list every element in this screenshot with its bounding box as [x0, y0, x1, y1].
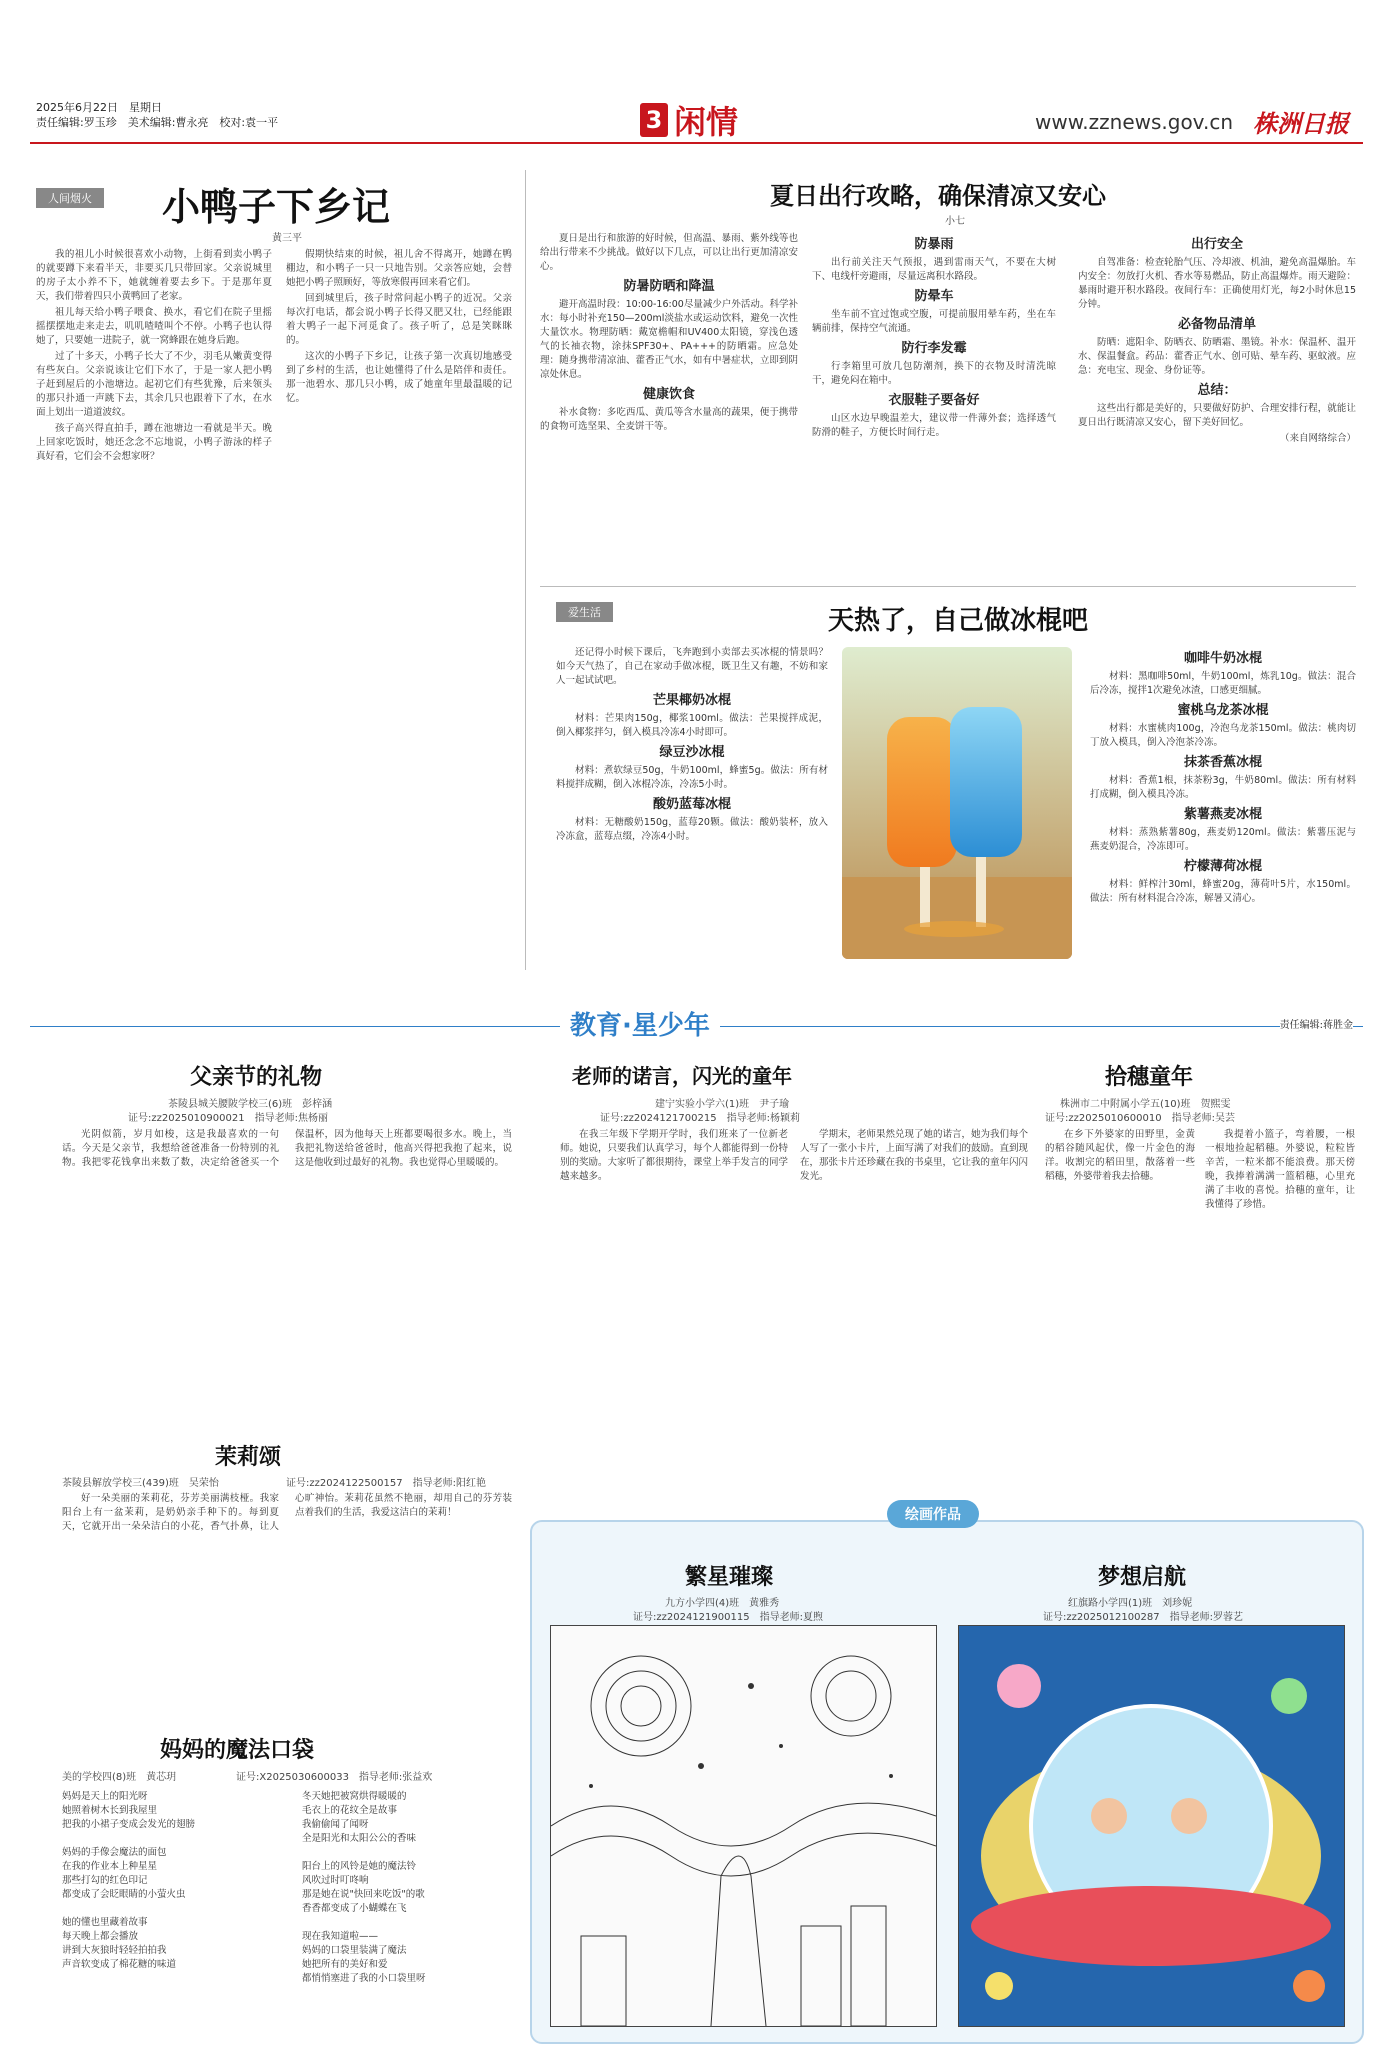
- father-text: [62, 1128, 512, 1428]
- editor-credits: 责任编辑:罗玉珍 美术编辑:曹永亮 校对:袁一平: [36, 116, 279, 129]
- popsicle-tag: 爱生活: [556, 602, 613, 622]
- car-heading: 防晕车: [914, 289, 954, 304]
- food-text: 补水食物：多吃西瓜、黄瓜等含水量高的蔬果，便于携带的食物可选坚果、全麦饼干等。: [540, 407, 798, 432]
- edu-editor: 责任编辑:蒋胜金: [1280, 1016, 1353, 1031]
- page-number: 3: [640, 103, 668, 137]
- summer-rule: [540, 586, 1356, 587]
- popsicle-col-2: [1090, 646, 1356, 986]
- poem-line: 那是她在说"快回来吃饭"的歌: [302, 1889, 425, 1900]
- poem-line: 声音软变成了棉花糖的味道: [62, 1959, 177, 1970]
- ducks-col-1: [36, 248, 272, 938]
- summer-col-2: [812, 232, 1056, 577]
- poem-line: [62, 1832, 292, 1846]
- poem-line: 冬天她把被窝烘得暖暖的: [302, 1791, 407, 1802]
- painting-1-title: 繁星璀璨: [685, 1564, 774, 1590]
- pocket-school: 美的学校四(8)班 黄芯玥: [62, 1772, 177, 1783]
- car-text: 坐车前不宜过饱或空腹，可提前服用晕车药，坐在车辆前排，保持空气流通。: [812, 309, 1056, 334]
- poem-line: [62, 1902, 292, 1916]
- recipe-5-heading: 蜜桃乌龙茶冰棍: [1177, 703, 1269, 718]
- pocket-title: 妈妈的魔法口袋: [160, 1737, 315, 1763]
- teacher-cert: 证号:zz2024121700215 指导老师:杨颖莉: [600, 1113, 800, 1124]
- popsicle-illustration: [842, 647, 1072, 959]
- items-heading: 必备物品清单: [1177, 317, 1256, 332]
- ducks-title: 小鸭子下乡记: [162, 184, 391, 229]
- popsicle-title: 天热了，自己做冰棍吧: [828, 606, 1089, 636]
- poem-line: 风吹过时叮咚响: [302, 1875, 369, 1886]
- jasmine-cert: 证号:zz2024122500157 指导老师:阳红艳: [286, 1478, 486, 1489]
- recipe-3-heading: 酸奶蓝莓冰棍: [652, 797, 731, 812]
- father-cert: 证号:zz2025010900021 指导老师:焦杨丽: [128, 1113, 328, 1124]
- ducks-col-2: [286, 248, 512, 938]
- ducks-tag: 人间烟火: [36, 188, 104, 208]
- harvest-title: 拾穗童年: [1105, 1064, 1194, 1090]
- poem-left: [62, 1790, 292, 2040]
- recipe-4-heading: 咖啡牛奶冰棍: [1183, 651, 1262, 666]
- summary-heading: 总结：: [1197, 383, 1237, 398]
- poem-right: [302, 1790, 517, 2040]
- heat-text: 避开高温时段：10:00-16:00尽量减少户外活动。科学补水：每小时补充150—200ml淡盐水或运动饮料，避免一次性大量饮水。物理防晒：戴宽檐帽和UV400太阳镜，穿浅色透气的长袖衣物，涂抹SPF30+、PA+++的防晒霜。应急处理：随身携带清凉油、藿香正气水，如有中暑症状，立即到阴凉处休息。: [540, 299, 798, 380]
- recipe-4: 材料：黑咖啡50ml，牛奶100ml，炼乳10g。做法：混合后冷冻，搅拌1次避免冰渣，口感更细腻。: [1090, 671, 1356, 696]
- poem-line: 她照着树木长到我屋里: [62, 1805, 158, 1816]
- divider: [525, 170, 526, 970]
- father-school: 茶陵县城关腰陂学校三(6)班 彭梓涵: [168, 1099, 333, 1110]
- poem-line: 毛衣上的花纹全是故事: [302, 1805, 398, 1816]
- paintings-banner: 绘画作品: [887, 1500, 979, 1528]
- insect-text: 行李箱里可放几包防潮剂，换下的衣物及时清洗晾干，避免闷在箱中。: [812, 361, 1056, 386]
- section-header: [640, 97, 738, 143]
- teacher-title: 老师的诺言，闪光的童年: [572, 1064, 792, 1088]
- poem-line: 全是阳光和太阳公公的香味: [302, 1833, 417, 1844]
- summer-source: （来自网络综合）: [1279, 433, 1356, 444]
- recipe-7: 材料：蒸熟紫薯80g，燕麦奶120ml。做法：紫薯压泥与燕麦奶混合，冷冻即可。: [1090, 827, 1356, 852]
- jasmine-school: 茶陵县解放学校三(439)班 吴荣怡: [62, 1478, 219, 1489]
- recipe-1-heading: 芒果椰奶冰棍: [652, 693, 731, 708]
- safety-text: 自驾准备：检查轮胎气压、冷却液、机油，避免高温爆胎。车内安全：勿放打火机、香水等易燃品，防止高温爆炸。雨天避险：暴雨时避开积水路段。夜间行车：正确使用灯光，每2小时休息15分钟。: [1078, 257, 1356, 310]
- dream-drawing: [959, 1626, 1344, 2026]
- painting-1: [550, 1625, 937, 2027]
- harvest-col-2: [1205, 1128, 1355, 1478]
- harvest-p2: 我提着小篮子，弯着腰，一根一根地捡起稻穗。外婆说，粒粒皆辛苦，一粒米都不能浪费。那天傍晚，我捧着满满一篮稻穗，心里充满了丰收的喜悦。拾穗的童年，让我懂得了珍惜。: [1205, 1129, 1355, 1210]
- ducks-p4: 孩子高兴得直拍手，蹲在池塘边一看就是半天。晚上回家吃饭时，她还念念不忘地说，小鸭子游泳的样子真好看，它们会不会想家呀？: [36, 423, 272, 462]
- recipe-2-heading: 绿豆沙冰棍: [659, 745, 725, 760]
- poem-line: 妈妈的手像会魔法的面包: [62, 1847, 167, 1858]
- painting-1-cert: 证号:zz2024121900115 指导老师:夏煦: [633, 1612, 823, 1623]
- poem-line: 妈妈的口袋里装满了魔法: [302, 1945, 407, 1956]
- teacher-p2: 学期末，老师果然兑现了她的诺言，她为我们每个人写了一张小卡片，上面写满了对我们的鼓励。直到现在，那张卡片还珍藏在我的书桌里，它让我的童年闪闪发光。: [800, 1129, 1028, 1182]
- recipe-6-heading: 抹茶香蕉冰棍: [1183, 755, 1262, 770]
- popsicle-photo: [842, 647, 1072, 959]
- popsicle-col-1: [556, 646, 828, 986]
- pocket-cert: 证号:X2025030600033 指导老师:张益欢: [236, 1772, 433, 1783]
- jasmine-text: [62, 1492, 512, 1722]
- food-heading: 健康饮食: [642, 387, 695, 402]
- poem-line: [302, 1916, 517, 1930]
- poem-line: 她的懂也里藏着故事: [62, 1917, 148, 1928]
- ducks-p5: 假期快结束的时候，祖儿舍不得离开，她蹲在鸭棚边，和小鸭子一只一只地告别。父亲答应她，会替她把小鸭子照顾好，等放寒假再回来看它们。: [286, 249, 512, 288]
- teacher-school: 建宁实验小学六(1)班 尹子瑜: [655, 1099, 790, 1110]
- poem-line: 那些打勾的红色印记: [62, 1875, 148, 1886]
- recipe-5: 材料：水蜜桃肉100g，冷泡乌龙茶150ml。做法：桃肉切丁放入模具，倒入冷泡茶冷冻。: [1090, 723, 1356, 748]
- heat-heading: 防暑防晒和降温: [623, 279, 715, 294]
- recipe-7-heading: 紫薯燕麦冰棍: [1183, 807, 1262, 822]
- summer-col-1: [540, 232, 798, 577]
- harvest-school: 株洲市二中附属小学五(10)班 贺熙雯: [1060, 1099, 1231, 1110]
- summer-title: 夏日出行攻略，确保清凉又安心: [770, 181, 1106, 210]
- clothes-heading: 衣服鞋子要备好: [888, 393, 980, 408]
- issue-date: 2025年6月22日 星期日: [36, 101, 162, 114]
- father-title: 父亲节的礼物: [190, 1064, 323, 1090]
- recipe-2: 材料：煮软绿豆50g，牛奶100ml，蜂蜜5g。做法：所有材料搅拌成糊，倒入冰棍冷冻，冷冻5小时。: [556, 765, 828, 790]
- ducks-p2: 祖儿每天给小鸭子喂食、换水，看它们在院子里摇摇摆摆地走来走去，叽叽喳喳叫个不停。小鸭子也认得她了，只要她一进院子，就一窝蜂跟在她身后跑。: [36, 307, 272, 346]
- painting-2: [958, 1625, 1345, 2027]
- painting-2-title: 梦想启航: [1098, 1564, 1187, 1590]
- rain-text: 出行前关注天气预报，遇到雷雨天气，不要在大树下、电线杆旁避雨，尽量远离积水路段。: [812, 257, 1056, 282]
- summer-intro: 夏日是出行和旅游的好时候，但高温、暴雨、紫外线等也给出行带来不少挑战。做好以下几点，可以让出行更加清凉安心。: [540, 233, 798, 272]
- items-text: 防晒：遮阳伞、防晒衣、防晒霜、墨镜。补水：保温杯、温开水、保温餐盒。药品：藿香正气水、创可贴、晕车药、驱蚊液。应急：充电宝、现金、身份证等。: [1078, 337, 1356, 376]
- paper-logo: 株洲日报: [1253, 110, 1349, 138]
- poem-line: 把我的小裙子变成会发光的翅膀: [62, 1819, 196, 1830]
- edu-header: 教育·星少年: [560, 1005, 720, 1042]
- ducks-p6: 回到城里后，孩子时常问起小鸭子的近况。父亲每次打电话，都会说小鸭子长得又肥又壮，已经能跟着大鸭子一起下河觅食了。孩子听了，总是笑眯眯的。: [286, 293, 512, 346]
- painting-2-cert: 证号:zz2025012100287 指导老师:罗蓉艺: [1043, 1612, 1243, 1623]
- recipe-6: 材料：香蕉1根，抹茶粉3g，牛奶80ml。做法：所有材料打成糊，倒入模具冷冻。: [1090, 775, 1356, 800]
- summer-col-3: [1078, 232, 1356, 577]
- teacher-col-1: [560, 1128, 788, 1478]
- top-rule: [30, 142, 1363, 144]
- masthead-info: [36, 100, 278, 130]
- clothes-text: 山区水边早晚温差大，建议带一件薄外套；选择透气防滑的鞋子，方便长时间行走。: [812, 413, 1056, 438]
- poem-line: 讲到大灰狼时轻轻拍拍我: [62, 1945, 167, 1956]
- section-name: 闲情: [674, 103, 739, 141]
- painting-1-school: 九方小学四(4)班 黄雅秀: [665, 1598, 780, 1609]
- jasmine-title: 茉莉颂: [215, 1444, 282, 1470]
- insect-heading: 防行李发霉: [901, 341, 967, 356]
- poem-line: 每天晚上都会播放: [62, 1931, 139, 1942]
- summary-text: 这些出行都是美好的，只要做好防护、合理安排行程，就能让夏日出行既清凉又安心，留下美好回忆。: [1078, 403, 1356, 428]
- starry-drawing: [551, 1626, 936, 2026]
- ducks-p3: 过了十多天，小鸭子长大了不少，羽毛从嫩黄变得有些灰白。父亲说该让它们下水了，于是一家人把小鸭子赶到屋后的小池塘边。起初它们有些犹豫，后来领头的那只扑通一声跳下去，其余几只也跟着下了水，在水面上划出一道道波纹。: [36, 351, 272, 418]
- poem-line: 妈妈是天上的阳光呀: [62, 1791, 148, 1802]
- ducks-author: 黄三平: [272, 233, 302, 244]
- poem-line: 现在我知道啦——: [302, 1931, 379, 1942]
- harvest-col-1: [1045, 1128, 1195, 1478]
- masthead-right: [1035, 104, 1349, 139]
- rain-heading: 防暴雨: [914, 237, 954, 252]
- poem-line: 我偷偷闻了闻呀: [302, 1819, 369, 1830]
- poem-line: 都变成了会眨眼睛的小萤火虫: [62, 1889, 186, 1900]
- recipe-1: 材料：芒果肉150g，椰浆100ml。做法：芒果搅拌成泥，倒入椰浆拌匀，倒入模具冷冻4小时即可。: [556, 713, 828, 738]
- ducks-p7: 这次的小鸭子下乡记，让孩子第一次真切地感受到了乡村的生活，也让她懂得了什么是陪伴和责任。那一池碧水、那几只小鸭，成了她童年里最温暖的记忆。: [286, 351, 512, 404]
- recipe-3: 材料：无糖酸奶150g，蓝莓20颗。做法：酸奶装杯，放入冷冻盒，蓝莓点缀，冷冻4小时。: [556, 817, 828, 842]
- summer-author: 小七: [945, 216, 965, 227]
- recipe-8: 材料：鲜榨汁30ml，蜂蜜20g，薄荷叶5片，水150ml。做法：所有材料混合冷冻，解暑又清心。: [1090, 879, 1356, 904]
- safety-heading: 出行安全: [1190, 237, 1243, 252]
- harvest-p1: 在乡下外婆家的田野里，金黄的稻谷随风起伏，像一片金色的海洋。收割完的稻田里，散落着一些稻穗，外婆带着我去拾穗。: [1045, 1129, 1195, 1182]
- poem-line: 阳台上的风铃是她的魔法铃: [302, 1861, 417, 1872]
- father-paragraph: 光阴似箭，岁月如梭，这是我最喜欢的一句话。今天是父亲节，我想给爸爸准备一份特别的礼物。我把零花钱拿出来数了数，决定给爸爸买一个保温杯，因为他每天上班都要喝很多水。晚上，当我把礼物送给爸爸时，他高兴得把我抱了起来，说这是他收到过最好的礼物。我也觉得心里暖暖的。: [62, 1129, 512, 1168]
- poem-line: 在我的作业本上种星星: [62, 1861, 158, 1872]
- jasmine-paragraph: 好一朵美丽的茉莉花，芬芳美丽满枝桠。我家阳台上有一盆茉莉，是奶奶亲手种下的。每到夏天，它就开出一朵朵洁白的小花，香气扑鼻，让人心旷神怡。茉莉花虽然不艳丽，却用自己的芬芳装点着我们的生活，我爱这洁白的茉莉！: [62, 1493, 512, 1532]
- poem-line: [302, 1846, 517, 1860]
- poem-line: 香香都变成了小蝴蝶在飞: [302, 1903, 407, 1914]
- recipe-8-heading: 柠檬薄荷冰棍: [1183, 859, 1262, 874]
- poem-line: 都悄悄塞进了我的小口袋里呀: [302, 1973, 426, 1984]
- popsicle-intro: 还记得小时候下课后，飞奔跑到小卖部去买冰棍的情景吗？如今天气热了，自己在家动手做冰棍，既卫生又有趣，不妨和家人一起试试吧。: [556, 647, 828, 686]
- teacher-col-2: [800, 1128, 1028, 1478]
- painting-2-school: 红旗路小学四(1)班 刘珍妮: [1068, 1598, 1193, 1609]
- site-url[interactable]: www.zznews.gov.cn: [1035, 109, 1233, 134]
- harvest-cert: 证号:zz2025010600010 指导老师:吴芸: [1045, 1113, 1235, 1124]
- poem-line: 她把所有的美好和爱: [302, 1959, 388, 1970]
- teacher-p1: 在我三年级下学期开学时，我们班来了一位新老师。她说，只要我们认真学习，每个人都能得到一份特别的奖励。大家听了都很期待，课堂上举手发言的同学越来越多。: [560, 1129, 788, 1182]
- ducks-p1: 我的祖儿小时候很喜欢小动物，上街看到卖小鸭子的就要蹲下来看半天，非要买几只带回家。父亲说城里的房子太小养不下，她就缠着要去乡下。于是那年夏天，我们带着四只小黄鸭回了老家。: [36, 249, 272, 302]
